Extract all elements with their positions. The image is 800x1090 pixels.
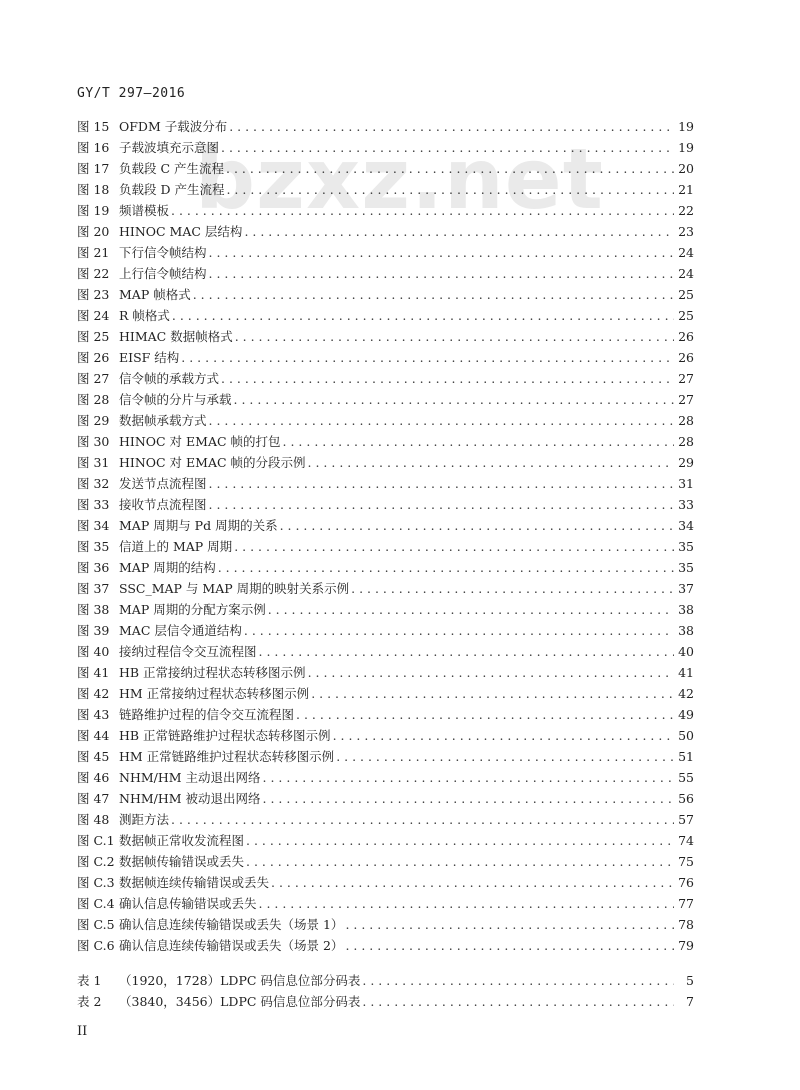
entry-page-number: 22 <box>678 203 694 218</box>
entry-page-number: 38 <box>678 623 694 638</box>
dot-leader <box>229 116 674 137</box>
entry-label: 图 31 <box>77 455 110 470</box>
entry-title: NHM/HM 被动退出网络 <box>119 791 261 806</box>
entry-page-number: 26 <box>678 350 694 365</box>
entry-label: 图 45 <box>77 749 110 764</box>
entry-label: 图 36 <box>77 560 110 575</box>
entry-page-number: 31 <box>678 476 694 491</box>
entry-title: 上行信令帧结构 <box>119 266 207 281</box>
entry-title: NHM/HM 主动退出网络 <box>119 770 261 785</box>
dot-leader <box>246 830 674 851</box>
figure-entry[interactable] <box>77 788 694 809</box>
dot-leader <box>181 347 674 368</box>
dot-leader <box>333 725 674 746</box>
figure-entry[interactable] <box>77 704 694 725</box>
entry-page-number: 37 <box>678 581 694 596</box>
entry-label: 图 30 <box>77 434 110 449</box>
entry-page-number: 25 <box>678 287 694 302</box>
page-number-footer: II <box>77 1024 88 1039</box>
entry-title: 信令帧的承载方式 <box>119 371 220 386</box>
entry-label: 图 43 <box>77 707 110 722</box>
figure-entry[interactable] <box>77 158 694 179</box>
figure-entry[interactable] <box>77 620 694 641</box>
dot-leader <box>268 599 674 620</box>
entry-title: 信道上的 MAP 周期 <box>119 539 233 554</box>
entry-title: 数据帧承载方式 <box>119 413 207 428</box>
entry-title: 接收节点流程图 <box>119 497 207 512</box>
entry-page-number: 41 <box>678 665 694 680</box>
entry-label: 图 35 <box>77 539 110 554</box>
dot-leader <box>259 641 674 662</box>
dot-leader <box>263 767 674 788</box>
entry-title: MAP 周期与 Pd 周期的关系 <box>119 518 278 533</box>
entry-page-number: 49 <box>678 707 694 722</box>
dot-leader <box>171 200 674 221</box>
entry-title: HM 正常链路维护过程状态转移图示例 <box>119 749 335 764</box>
dot-leader <box>193 284 674 305</box>
dot-leader <box>234 389 674 410</box>
dot-leader <box>246 851 674 872</box>
entry-page-number: 20 <box>678 161 694 176</box>
entry-label: 图 17 <box>77 161 110 176</box>
entry-label: 图 29 <box>77 413 110 428</box>
dot-leader <box>244 620 674 641</box>
entry-title: 负载段 C 产生流程 <box>119 161 225 176</box>
entry-title: HB 正常链路维护过程状态转移图示例 <box>119 728 331 743</box>
figure-entry[interactable] <box>77 641 694 662</box>
entry-page-number: 28 <box>678 434 694 449</box>
entry-title: HM 正常接纳过程状态转移图示例 <box>119 686 310 701</box>
figure-entry[interactable] <box>77 347 694 368</box>
entry-title: EISF 结构 <box>119 350 180 365</box>
entry-label: 图 39 <box>77 623 110 638</box>
figure-entry[interactable] <box>77 305 694 326</box>
entry-title: HINOC 对 EMAC 帧的打包 <box>119 434 281 449</box>
entry-label: 图 33 <box>77 497 110 512</box>
entry-label: 图 32 <box>77 476 110 491</box>
figure-entry[interactable] <box>77 536 694 557</box>
dot-leader <box>209 494 674 515</box>
entry-page-number: 5 <box>686 973 694 988</box>
entry-label: 图 34 <box>77 518 110 533</box>
entry-title: OFDM 子载波分布 <box>119 119 228 134</box>
standard-code-header: GY/T 297—2016 <box>77 86 186 101</box>
dot-leader <box>351 578 674 599</box>
entry-page-number: 29 <box>678 455 694 470</box>
entry-label: 图 42 <box>77 686 110 701</box>
dot-leader <box>209 263 674 284</box>
dot-leader <box>221 368 674 389</box>
figure-entry[interactable] <box>77 893 694 914</box>
entry-title: SSC_MAP 与 MAP 周期的映射关系示例 <box>119 581 350 596</box>
dot-leader <box>209 242 674 263</box>
entry-label: 图 16 <box>77 140 110 155</box>
entry-label: 图 20 <box>77 224 110 239</box>
entry-title: 数据帧正常收发流程图 <box>119 833 245 848</box>
entry-label: 图 C.5 <box>77 917 115 932</box>
entry-label: 图 21 <box>77 245 110 260</box>
table-list <box>77 970 694 1012</box>
dot-leader <box>296 704 674 725</box>
entry-page-number: 50 <box>678 728 694 743</box>
entry-title: MAP 周期的分配方案示例 <box>119 602 266 617</box>
entry-label: 图 28 <box>77 392 110 407</box>
dot-leader <box>336 746 674 767</box>
entry-page-number: 78 <box>678 917 694 932</box>
dot-leader <box>226 179 674 200</box>
figure-entry[interactable] <box>77 116 694 137</box>
entry-page-number: 34 <box>678 518 694 533</box>
entry-page-number: 76 <box>678 875 694 890</box>
entry-title: 频谱模板 <box>119 203 170 218</box>
entry-label: 图 37 <box>77 581 110 596</box>
entry-page-number: 35 <box>678 539 694 554</box>
entry-page-number: 79 <box>678 938 694 953</box>
dot-leader <box>345 914 674 935</box>
figure-entry[interactable] <box>77 410 694 431</box>
figure-entry[interactable] <box>77 431 694 452</box>
entry-title: HIMAC 数据帧格式 <box>119 329 233 344</box>
dot-leader <box>244 221 674 242</box>
entry-page-number: 19 <box>678 140 694 155</box>
figure-entry[interactable] <box>77 725 694 746</box>
figure-entry[interactable] <box>77 368 694 389</box>
entry-label: 图 40 <box>77 644 110 659</box>
figure-entry[interactable] <box>77 494 694 515</box>
entry-page-number: 26 <box>678 329 694 344</box>
entry-label: 图 27 <box>77 371 110 386</box>
entry-page-number: 40 <box>678 644 694 659</box>
figure-entry[interactable] <box>77 452 694 473</box>
entry-label: 图 26 <box>77 350 110 365</box>
table-entry[interactable] <box>77 970 694 991</box>
figure-entry[interactable] <box>77 935 694 956</box>
dot-leader <box>308 452 674 473</box>
entry-page-number: 51 <box>678 749 694 764</box>
dot-leader <box>235 326 674 347</box>
table-entry[interactable] <box>77 991 694 1012</box>
entry-title: 接纳过程信令交互流程图 <box>119 644 257 659</box>
entry-title: （3840，3456）LDPC 码信息位部分码表 <box>119 994 361 1009</box>
entry-label: 图 C.1 <box>77 833 115 848</box>
figure-entry[interactable] <box>77 599 694 620</box>
watermark: bzxz.net <box>195 130 604 228</box>
entry-title: 确认信息传输错误或丢失 <box>119 896 257 911</box>
figure-entry[interactable] <box>77 284 694 305</box>
figure-entry[interactable] <box>77 767 694 788</box>
entry-page-number: 56 <box>678 791 694 806</box>
entry-page-number: 28 <box>678 413 694 428</box>
entry-page-number: 74 <box>678 833 694 848</box>
entry-page-number: 25 <box>678 308 694 323</box>
dot-leader <box>345 935 674 956</box>
entry-label: 图 19 <box>77 203 110 218</box>
entry-page-number: 19 <box>678 119 694 134</box>
entry-label: 图 41 <box>77 665 110 680</box>
figure-entry[interactable] <box>77 473 694 494</box>
dot-leader <box>234 536 674 557</box>
entry-page-number: 75 <box>678 854 694 869</box>
entry-page-number: 7 <box>686 994 694 1009</box>
entry-title: 数据帧传输错误或丢失 <box>119 854 245 869</box>
entry-title: 子载波填充示意图 <box>119 140 220 155</box>
dot-leader <box>209 473 674 494</box>
entry-title: HINOC 对 EMAC 帧的分段示例 <box>119 455 306 470</box>
dot-leader <box>221 137 674 158</box>
figure-entry[interactable] <box>77 809 694 830</box>
figure-entry[interactable] <box>77 263 694 284</box>
entry-title: 确认信息连续传输错误或丢失（场景 2） <box>119 938 344 953</box>
entry-page-number: 33 <box>678 497 694 512</box>
figure-list <box>77 116 694 956</box>
figure-entry[interactable] <box>77 557 694 578</box>
dot-leader <box>308 662 674 683</box>
dot-leader <box>209 410 674 431</box>
entry-page-number: 55 <box>678 770 694 785</box>
entry-page-number: 35 <box>678 560 694 575</box>
entry-page-number: 24 <box>678 245 694 260</box>
entry-title: MAP 周期的结构 <box>119 560 216 575</box>
dot-leader <box>259 893 674 914</box>
entry-page-number: 27 <box>678 371 694 386</box>
figure-entry[interactable] <box>77 662 694 683</box>
figure-entry[interactable] <box>77 851 694 872</box>
entry-label: 图 25 <box>77 329 110 344</box>
entry-title: 信令帧的分片与承载 <box>119 392 232 407</box>
entry-label: 图 C.2 <box>77 854 115 869</box>
entry-page-number: 57 <box>678 812 694 827</box>
entry-label: 图 44 <box>77 728 110 743</box>
entry-page-number: 27 <box>678 392 694 407</box>
dot-leader <box>218 557 674 578</box>
dot-leader <box>263 788 674 809</box>
figure-entry[interactable] <box>77 221 694 242</box>
dot-leader <box>311 683 674 704</box>
entry-page-number: 23 <box>678 224 694 239</box>
entry-page-number: 21 <box>678 182 694 197</box>
entry-title: HB 正常接纳过程状态转移图示例 <box>119 665 306 680</box>
entry-page-number: 24 <box>678 266 694 281</box>
entry-title: （1920，1728）LDPC 码信息位部分码表 <box>119 973 361 988</box>
figure-entry[interactable] <box>77 515 694 536</box>
entry-label: 表 1 <box>77 973 102 988</box>
dot-leader <box>283 431 674 452</box>
entry-label: 图 C.4 <box>77 896 115 911</box>
entry-label: 图 C.6 <box>77 938 115 953</box>
figure-entry[interactable] <box>77 179 694 200</box>
figure-entry[interactable] <box>77 683 694 704</box>
entry-title: 发送节点流程图 <box>119 476 207 491</box>
entry-title: MAC 层信令通道结构 <box>119 623 242 638</box>
figure-entry[interactable] <box>77 326 694 347</box>
entry-title: R 帧格式 <box>119 308 170 323</box>
entry-label: 表 2 <box>77 994 102 1009</box>
entry-label: 图 18 <box>77 182 110 197</box>
entry-page-number: 77 <box>678 896 694 911</box>
figure-entry[interactable] <box>77 200 694 221</box>
figure-entry[interactable] <box>77 578 694 599</box>
entry-title: 链路维护过程的信令交互流程图 <box>119 707 295 722</box>
figure-entry[interactable] <box>77 872 694 893</box>
entry-title: HINOC MAC 层结构 <box>119 224 243 239</box>
entry-title: 数据帧连续传输错误或丢失 <box>119 875 270 890</box>
figure-entry[interactable] <box>77 137 694 158</box>
dot-leader <box>280 515 674 536</box>
entry-label: 图 22 <box>77 266 110 281</box>
entry-label: 图 C.3 <box>77 875 115 890</box>
entry-label: 图 47 <box>77 791 110 806</box>
entry-label: 图 48 <box>77 812 110 827</box>
entry-page-number: 42 <box>678 686 694 701</box>
dot-leader <box>362 970 674 991</box>
dot-leader <box>362 991 674 1012</box>
dot-leader <box>271 872 674 893</box>
entry-label: 图 23 <box>77 287 110 302</box>
figure-entry[interactable] <box>77 389 694 410</box>
entry-label: 图 15 <box>77 119 110 134</box>
entry-title: 确认信息连续传输错误或丢失（场景 1） <box>119 917 344 932</box>
dot-leader <box>226 158 674 179</box>
figure-entry[interactable] <box>77 242 694 263</box>
entry-label: 图 24 <box>77 308 110 323</box>
entry-label: 图 38 <box>77 602 110 617</box>
entry-title: 负载段 D 产生流程 <box>119 182 225 197</box>
entry-title: MAP 帧格式 <box>119 287 191 302</box>
entry-label: 图 46 <box>77 770 110 785</box>
entry-page-number: 38 <box>678 602 694 617</box>
figure-entry[interactable] <box>77 746 694 767</box>
figure-entry[interactable] <box>77 830 694 851</box>
figure-entry[interactable] <box>77 914 694 935</box>
entry-title: 下行信令帧结构 <box>119 245 207 260</box>
dot-leader <box>172 305 674 326</box>
entry-title: 测距方法 <box>119 812 170 827</box>
dot-leader <box>171 809 674 830</box>
